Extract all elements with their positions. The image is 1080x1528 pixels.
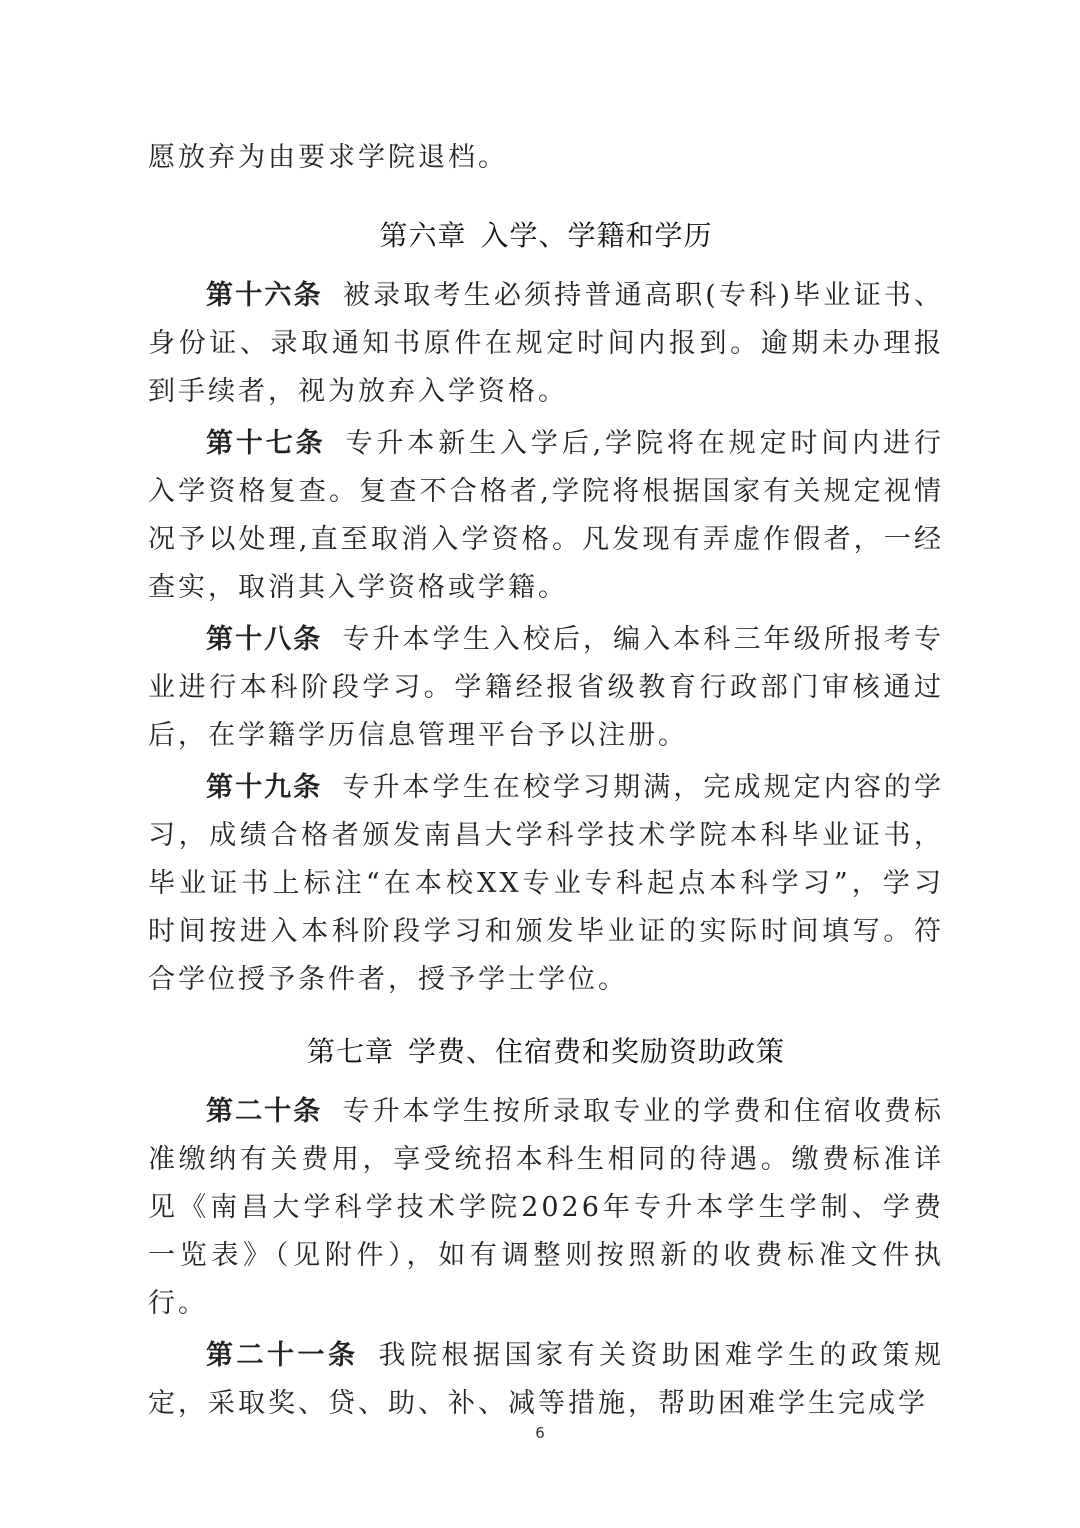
article-text: 被录取考生必须持普通高职(专科)毕业证书、身份证、录取通知书原件在规定时间内报到。逾期未办理报到手续者，视为放弃入学资格。: [148, 280, 944, 407]
article-title: 第十七条: [206, 428, 326, 459]
article-text: 专升本学生入校后，编入本科三年级所报考专业进行本科阶段学习。学籍经报省级教育行政部门审核通过后，在学籍学历信息管理平台予以注册。: [148, 624, 945, 751]
continuation-block: [148, 134, 944, 182]
article-title: 第十九条: [206, 772, 323, 803]
chapter-six-body: [148, 272, 944, 1004]
chapter-six-heading: [148, 214, 944, 258]
article-text: 专升本新生入学后,学院将在规定时间内进行入学资格复查。复查不合格者,学院将根据国家有关规定视情况予以处理,直至取消入学资格。凡发现有弄虚作假者，一经查实，取消其入学资格或学籍。: [148, 428, 945, 603]
article-21: [148, 1332, 944, 1428]
article-20: [148, 1088, 944, 1328]
chapter-seven-number: 第七章: [306, 1035, 394, 1068]
chapter-six-number: 第六章: [379, 219, 467, 252]
article-title: 第二十一条: [206, 1340, 359, 1371]
article-16: [148, 272, 944, 416]
article-text: 我院根据国家有关资助困难学生的政策规定，采取奖、贷、助、补、减等措施，帮助困难学生完成学: [148, 1340, 944, 1419]
article-title: 第二十条: [206, 1096, 323, 1127]
article-18: [148, 616, 944, 760]
chapter-six-title: 入学、学籍和学历: [480, 219, 713, 252]
chapter-seven-body: [148, 1088, 944, 1428]
article-text: 专升本学生按所录取专业的学费和住宿收费标准缴纳有关费用，享受统招本科生相同的待遇。缴费标准详见《南昌大学科学技术学院2026年专升本学生学制、学费一览表》（见附件），如有调整则按照新的收费标准文件执行。: [148, 1096, 945, 1319]
article-title: 第十六条: [206, 280, 323, 311]
chapter-seven-title: 学费、住宿费和奖励资助政策: [408, 1035, 786, 1068]
article-title: 第十八条: [206, 624, 323, 655]
chapter-seven-heading: [148, 1030, 944, 1074]
article-text: 专升本学生在校学习期满，完成规定内容的学习，成绩合格者颁发南昌大学科学技术学院本科毕业证书，毕业证书上标注“在本校XX专业专科起点本科学习”，学习时间按进入本科阶段学习和颁发毕业证的实际时间填写。符合学位授予条件者，授予学士学位。: [148, 772, 945, 995]
article-19: [148, 764, 944, 1004]
continuation-text: 愿放弃为由要求学院退档。: [148, 142, 508, 173]
article-17: [148, 420, 944, 612]
page-number: 6: [535, 1424, 545, 1442]
